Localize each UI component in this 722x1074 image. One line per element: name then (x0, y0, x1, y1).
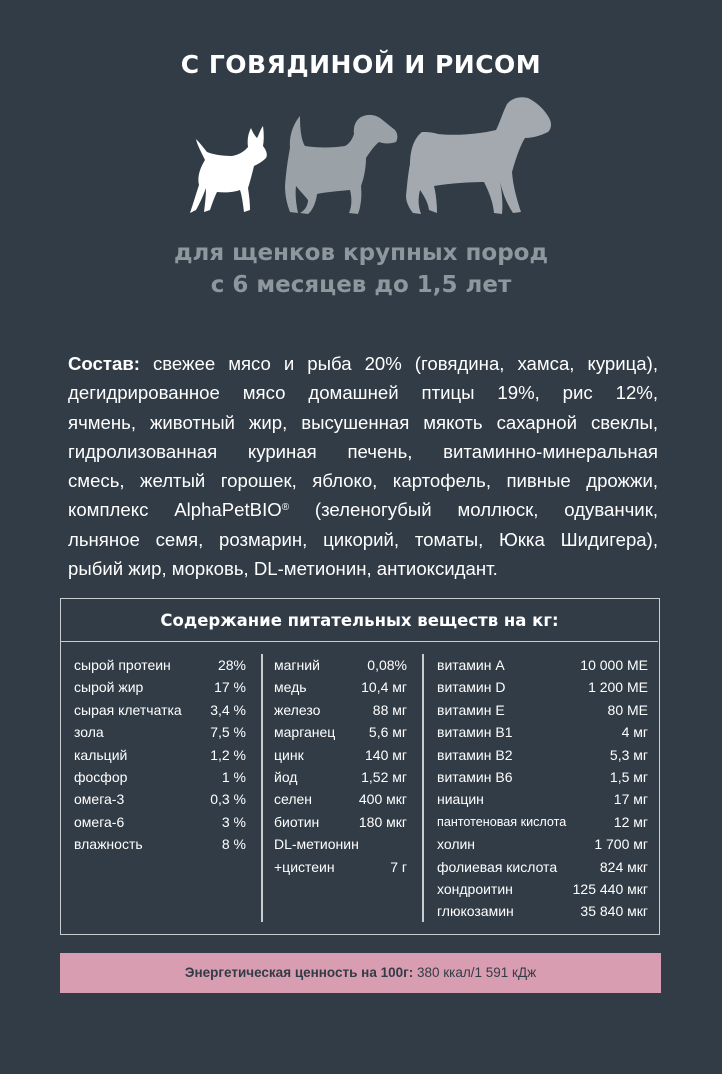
nutrient-name: +цистеин (274, 858, 335, 875)
nutrient-row (437, 788, 648, 810)
composition-line: рыбий жир, морковь, DL-метионин, антиоксидант. (68, 558, 498, 580)
nutrient-value: 1 % (221, 768, 246, 785)
nutrient-row (437, 654, 648, 676)
nutrient-table-title: Содержание питательных веществ на кг: (61, 599, 658, 642)
nutrient-row (274, 654, 407, 676)
energy-value-bar (60, 953, 661, 993)
nutrient-name: биотин (274, 813, 320, 830)
nutrient-row (274, 811, 407, 833)
nutrient-row (437, 721, 648, 743)
nutrient-name: медь (274, 679, 307, 696)
nutrient-name: йод (274, 768, 298, 785)
nutrient-value: 180 мкг (358, 813, 407, 830)
nutrient-row (437, 766, 648, 788)
nutrient-value: 0,08% (367, 657, 407, 673)
nutrient-row (437, 676, 648, 698)
nutrient-row (274, 744, 407, 766)
composition-label: Состав: (68, 353, 140, 374)
nutrient-name: витамин D (437, 679, 506, 696)
energy-label: Энергетическая ценность на 100г: (184, 965, 414, 980)
nutrient-value: 1,5 мг (609, 768, 648, 785)
nutrient-value: 80 МЕ (607, 701, 648, 718)
nutrient-value: 10 000 МЕ (580, 657, 648, 673)
nutrient-value: 1,52 мг (361, 768, 407, 785)
composition-line: гидролизованная куриная печень, витаминно-минеральная (68, 440, 658, 462)
nutrient-row (274, 676, 407, 698)
nutrient-row (74, 676, 246, 698)
nutrient-value: 4 мг (621, 724, 648, 741)
nutrient-name: омега-3 (74, 791, 125, 808)
nutrient-value: 824 мкг (599, 858, 648, 875)
nutrient-name: DL-метионин (274, 836, 359, 853)
nutrient-value: 35 840 мкг (580, 903, 648, 920)
nutrient-value: 0,3 % (210, 791, 246, 808)
composition-line: смесь, желтый горошек, яблоко, картофель, пивные дрожжи, (68, 470, 658, 492)
nutrient-value: 1,2 % (210, 746, 246, 763)
large-dog-icon (406, 97, 551, 214)
nutrient-value: 88 мг (372, 701, 407, 718)
nutrient-row (74, 833, 246, 855)
nutrient-value: 5,3 мг (609, 746, 648, 763)
nutrient-row (437, 878, 648, 900)
nutrient-value: 12 мг (613, 813, 648, 830)
nutrient-table (60, 598, 660, 935)
nutrient-row (274, 856, 407, 878)
nutrient-name: омега-6 (74, 813, 125, 830)
nutrient-value: 28% (217, 657, 246, 673)
nutrient-row (74, 654, 246, 676)
nutrient-name: зола (74, 724, 104, 741)
energy-value: 380 ккал/1 591 кДж (413, 965, 537, 980)
nutrient-value: 140 мг (365, 746, 407, 763)
nutrient-value: 1 200 МЕ (588, 679, 648, 696)
nutrient-name: влажность (74, 836, 143, 853)
nutrient-column-minerals (274, 654, 407, 878)
nutrient-name: глюкозамин (437, 903, 514, 920)
nutrient-row (437, 856, 648, 878)
nutrient-name: пантотеновая кислота (437, 814, 567, 829)
nutrient-row (274, 788, 407, 810)
column-divider (422, 654, 424, 922)
nutrient-row (274, 766, 407, 788)
nutrient-value: 8 % (221, 836, 246, 853)
nutrient-value: 7 г (390, 858, 407, 875)
nutrient-name: кальций (74, 746, 128, 763)
subtitle-line-1: для щенков крупных пород (173, 240, 549, 266)
nutrient-name: холин (437, 836, 476, 853)
nutrient-row (74, 699, 246, 721)
nutrient-row (437, 833, 648, 855)
nutrient-value: 10,4 мг (361, 679, 407, 696)
nutrient-row (74, 744, 246, 766)
nutrient-row (437, 699, 648, 721)
nutrient-name: витамин Е (437, 701, 505, 718)
nutrient-name: витамин В2 (437, 746, 513, 763)
nutrient-value: 5,6 мг (368, 724, 407, 741)
nutrient-name: ниацин (437, 791, 484, 808)
nutrient-name: витамин В6 (437, 768, 513, 785)
nutrient-name: селен (274, 791, 313, 808)
registered-mark: ® (281, 502, 290, 514)
nutrient-name: марганец (274, 724, 336, 741)
column-divider (261, 654, 263, 922)
age-subtitle (0, 237, 722, 301)
small-dog-icon (190, 126, 267, 213)
nutrient-column-vitamins (437, 654, 648, 923)
nutrient-value: 1 700 мг (594, 836, 648, 853)
medium-dog-icon (285, 115, 397, 214)
nutrient-name: хондроитин (437, 880, 513, 897)
composition-line: льняное семя, розмарин, цикорий, томаты, Юкка Шидигера), (68, 528, 658, 550)
nutrient-name: магний (274, 657, 320, 673)
product-title: С ГОВЯДИНОЙ И РИСОМ (180, 50, 542, 79)
nutrient-row (74, 766, 246, 788)
nutrient-row (437, 900, 648, 922)
composition-line: дегидрированное мясо домашней птицы 19%, рис 12%, (68, 382, 658, 404)
nutrient-row (74, 788, 246, 810)
nutrient-name: витамин А (437, 657, 505, 673)
nutrient-name: сырая клетчатка (74, 701, 182, 718)
nutrient-name: витамин В1 (437, 724, 513, 741)
nutrient-row (74, 721, 246, 743)
nutrient-value: 3 % (221, 813, 246, 830)
nutrient-name: фолиевая кислота (437, 858, 558, 875)
composition-line: ячмень, животный жир, высушенная мякоть сахарной свеклы, (68, 411, 658, 433)
nutrient-value: 17 % (214, 679, 246, 696)
nutrient-name: сырой жир (74, 679, 144, 696)
nutrient-row (74, 811, 246, 833)
nutrient-value: 17 мг (613, 791, 648, 808)
subtitle-line-2: с 6 месяцев до 1,5 лет (210, 272, 512, 298)
nutrient-value: 125 440 мкг (572, 880, 648, 897)
nutrient-value: 400 мкг (358, 791, 407, 808)
nutrient-name: фосфор (74, 768, 128, 785)
nutrient-row (437, 811, 648, 833)
nutrient-row (274, 721, 407, 743)
composition-text (68, 349, 658, 583)
nutrient-row (437, 744, 648, 766)
composition-line: Состав: свежее мясо и рыба 20% (говядина, хамса, курица), (68, 353, 658, 374)
dog-size-illustration (0, 92, 722, 227)
nutrient-row (274, 699, 407, 721)
nutrient-name: цинк (274, 746, 304, 763)
nutrient-column-macros (74, 654, 246, 856)
nutrient-value: 3,4 % (210, 701, 246, 718)
nutrient-row (274, 833, 407, 855)
nutrient-value: 7,5 % (210, 724, 246, 741)
nutrient-name: сырой протеин (74, 657, 171, 673)
composition-line: комплекс AlphaPetBIO® (зеленогубый моллюск, одуванчик, (68, 499, 658, 521)
nutrient-name: железо (274, 701, 321, 718)
